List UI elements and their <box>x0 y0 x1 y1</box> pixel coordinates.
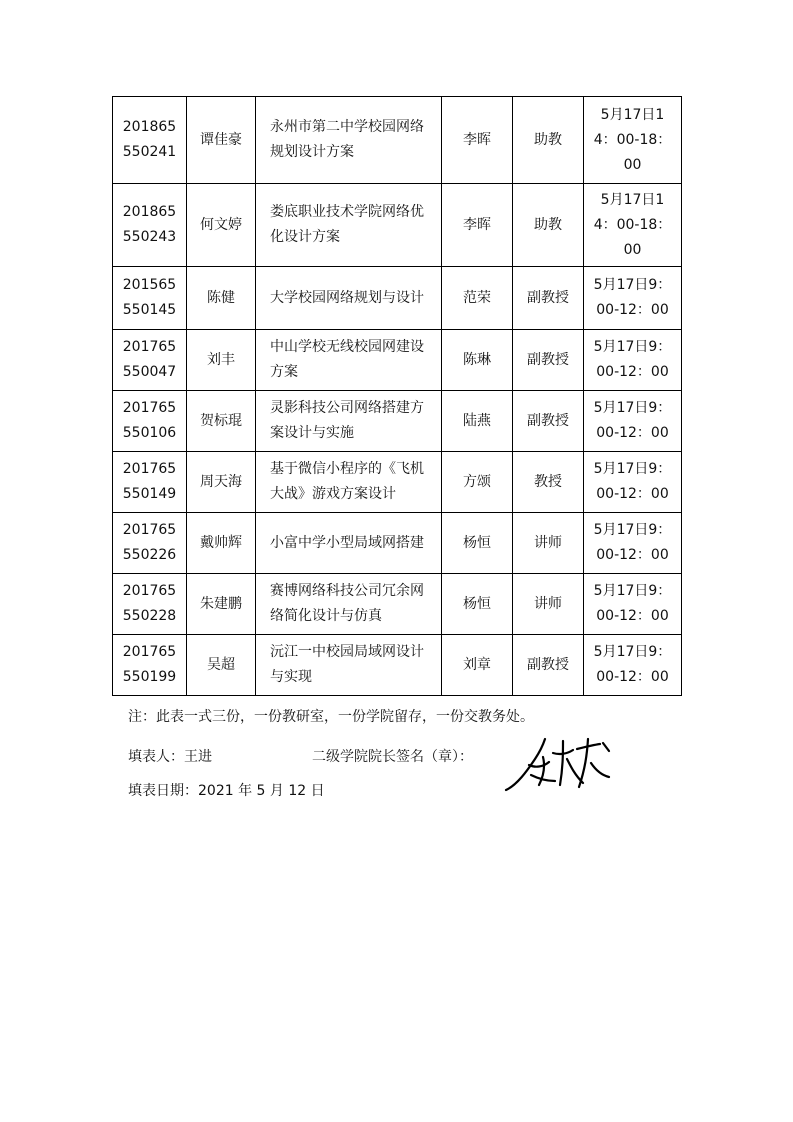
student-id: 201765550106 <box>113 391 187 452</box>
student-id: 201865550243 <box>113 184 187 267</box>
defense-time: 5月17日9：00-12：00 <box>584 391 682 452</box>
student-id: 201765550228 <box>113 574 187 635</box>
student-name: 陈健 <box>187 267 256 330</box>
student-id: 201765550149 <box>113 452 187 513</box>
table-row <box>113 267 682 330</box>
student-name: 何文婷 <box>187 184 256 267</box>
thesis-title: 小富中学小型局域网搭建 <box>256 513 442 574</box>
student-name: 谭佳豪 <box>187 97 256 184</box>
student-id: 201765550199 <box>113 635 187 696</box>
thesis-title: 娄底职业技术学院网络优化设计方案 <box>256 184 442 267</box>
advisor-rank: 助教 <box>513 184 584 267</box>
thesis-title: 基于微信小程序的《飞机大战》游戏方案设计 <box>256 452 442 513</box>
defense-time: 5月17日9：00-12：00 <box>584 574 682 635</box>
student-id: 201865550241 <box>113 97 187 184</box>
advisor-rank: 副教授 <box>513 635 584 696</box>
thesis-title: 灵影科技公司网络搭建方案设计与实施 <box>256 391 442 452</box>
defense-schedule-table <box>112 96 682 696</box>
table-row <box>113 452 682 513</box>
advisor-rank: 教授 <box>513 452 584 513</box>
filler-label: 填表人：王进 <box>128 749 212 765</box>
advisor-name: 陈琳 <box>442 330 513 391</box>
table-row <box>113 574 682 635</box>
table-row <box>113 330 682 391</box>
student-id: 201565550145 <box>113 267 187 330</box>
advisor-name: 杨恒 <box>442 574 513 635</box>
thesis-title: 永州市第二中学校园网络规划设计方案 <box>256 97 442 184</box>
student-name: 戴帅辉 <box>187 513 256 574</box>
table-row <box>113 97 682 184</box>
copies-note: 注：此表一式三份，一份教研室，一份学院留存，一份交教务处。 <box>128 709 534 725</box>
advisor-rank: 副教授 <box>513 391 584 452</box>
advisor-rank: 副教授 <box>513 330 584 391</box>
defense-time: 5月17日9：00-12：00 <box>584 452 682 513</box>
student-name: 贺标琨 <box>187 391 256 452</box>
handwritten-signature <box>503 735 623 795</box>
advisor-name: 刘章 <box>442 635 513 696</box>
advisor-rank: 助教 <box>513 97 584 184</box>
advisor-rank: 讲师 <box>513 513 584 574</box>
table-row <box>113 184 682 267</box>
advisor-name: 陆燕 <box>442 391 513 452</box>
student-name: 朱建鹏 <box>187 574 256 635</box>
thesis-title: 中山学校无线校园网建设方案 <box>256 330 442 391</box>
advisor-name: 李晖 <box>442 184 513 267</box>
defense-time: 5月17日9：00-12：00 <box>584 267 682 330</box>
student-id: 201765550226 <box>113 513 187 574</box>
table-row <box>113 513 682 574</box>
student-name: 周天海 <box>187 452 256 513</box>
advisor-name: 李晖 <box>442 97 513 184</box>
defense-time: 5月17日14：00-18：00 <box>584 184 682 267</box>
advisor-name: 杨恒 <box>442 513 513 574</box>
student-id: 201765550047 <box>113 330 187 391</box>
thesis-title: 沅江一中校园局域网设计与实现 <box>256 635 442 696</box>
student-name: 刘丰 <box>187 330 256 391</box>
thesis-title: 大学校园网络规划与设计 <box>256 267 442 330</box>
signature-line <box>128 747 473 767</box>
advisor-rank: 副教授 <box>513 267 584 330</box>
advisor-rank: 讲师 <box>513 574 584 635</box>
dean-signature-label: 二级学院院长签名（章）： <box>312 749 473 765</box>
advisor-name: 范荣 <box>442 267 513 330</box>
table-row <box>113 635 682 696</box>
student-name: 吴超 <box>187 635 256 696</box>
defense-time: 5月17日14：00-18：00 <box>584 97 682 184</box>
thesis-title: 赛博网络科技公司冗余网络简化设计与仿真 <box>256 574 442 635</box>
defense-time: 5月17日9：00-12：00 <box>584 635 682 696</box>
defense-time: 5月17日9：00-12：00 <box>584 513 682 574</box>
advisor-name: 方颂 <box>442 452 513 513</box>
defense-time: 5月17日9：00-12：00 <box>584 330 682 391</box>
table-row <box>113 391 682 452</box>
fill-date: 填表日期：2021 年 5 月 12 日 <box>128 783 325 799</box>
